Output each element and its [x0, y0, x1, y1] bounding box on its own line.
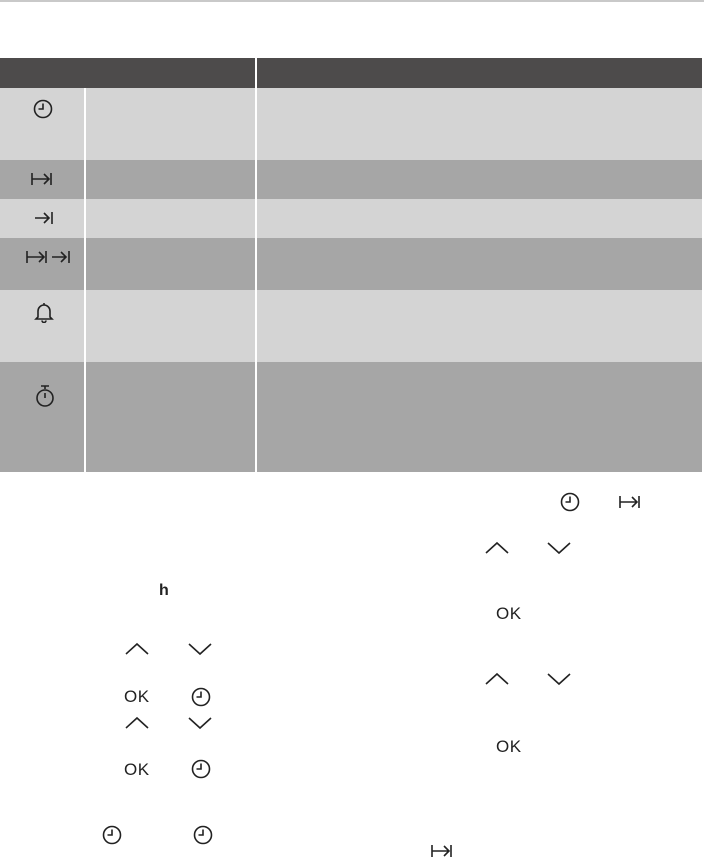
end-time-icon — [33, 209, 55, 227]
table-cell-description — [257, 290, 702, 362]
table-cell-function — [86, 199, 255, 238]
table-row-duration-end — [0, 238, 702, 290]
clock-icon — [190, 686, 212, 708]
table-row-end — [0, 199, 702, 238]
chevron-down-icon — [187, 716, 213, 730]
chevron-down-icon — [546, 672, 572, 686]
table-cell-description — [257, 362, 702, 472]
table-row-clock — [0, 88, 702, 160]
table-cell-icon — [0, 88, 84, 160]
table-cell-function — [86, 160, 255, 199]
clock-icon — [101, 824, 123, 846]
duration-icon — [430, 842, 454, 860]
table-cell-icon — [0, 199, 84, 238]
chevron-up-icon — [124, 642, 150, 656]
table-row-duration — [0, 160, 702, 199]
table-cell-icon — [0, 362, 84, 472]
table-header — [0, 58, 702, 88]
table-cell-icon — [0, 160, 84, 199]
ok-button-label: OK — [496, 737, 522, 756]
table-cell-description — [257, 238, 702, 290]
duration-icon — [30, 170, 54, 188]
top-rule — [0, 0, 704, 2]
chevron-up-icon — [124, 716, 150, 730]
ok-button-label: OK — [124, 687, 150, 706]
chevron-up-icon — [484, 541, 510, 555]
bell-icon — [34, 301, 54, 323]
ok-button-label: OK — [124, 760, 150, 779]
table-cell-function — [86, 290, 255, 362]
table-cell-icon — [0, 238, 84, 290]
chevron-down-icon — [187, 642, 213, 656]
chevron-down-icon — [546, 541, 572, 555]
table-cell-function — [86, 362, 255, 472]
table-cell-description — [257, 88, 702, 160]
hour-symbol: h — [159, 582, 169, 599]
chevron-up-icon — [484, 672, 510, 686]
clock-icon — [32, 98, 54, 120]
stopwatch-icon — [34, 384, 56, 408]
table-row-bell — [0, 290, 702, 362]
duration-end-icon — [25, 248, 75, 266]
table-row-stopwatch — [0, 362, 702, 472]
clock-icon — [192, 824, 214, 846]
functions-table — [0, 58, 702, 472]
table-cell-function — [86, 88, 255, 160]
table-cell-icon — [0, 290, 84, 362]
table-cell-description — [257, 199, 702, 238]
table-cell-function — [86, 238, 255, 290]
ok-button-label: OK — [496, 604, 522, 623]
header-divider — [255, 58, 257, 88]
clock-icon — [559, 491, 581, 513]
clock-icon — [190, 758, 212, 780]
duration-icon — [618, 493, 642, 511]
table-cell-description — [257, 160, 702, 199]
